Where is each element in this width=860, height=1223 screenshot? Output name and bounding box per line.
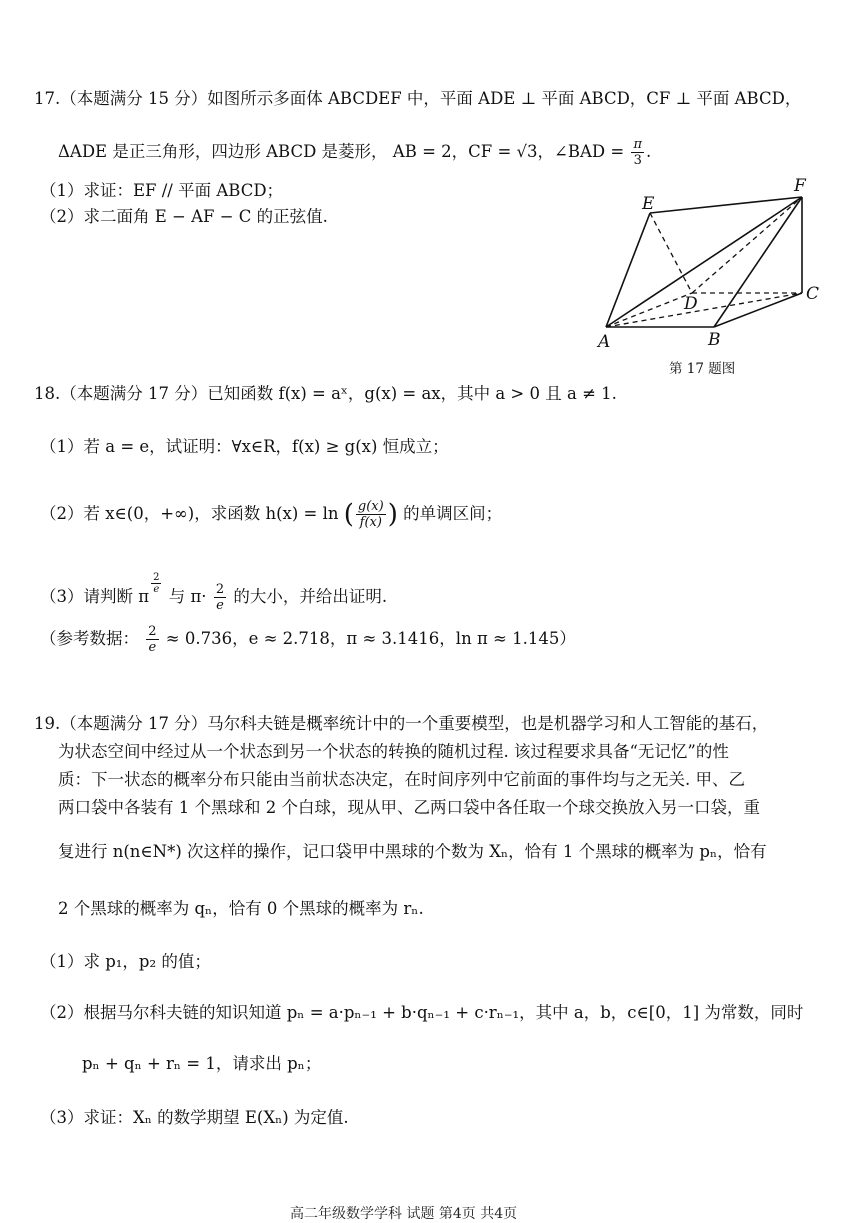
q17-frac-den: 3 — [633, 153, 642, 168]
q18-part2-b: 的单调区间； — [403, 504, 503, 523]
label-A: A — [598, 332, 611, 350]
q17-angle-fraction — [631, 137, 644, 168]
q18-ref-a: （参考数据： — [40, 629, 139, 648]
q18-part1: （1）若 a = e，试证明：∀x∈R，f(x) ≥ g(x) 恒成立； — [40, 437, 449, 456]
edge-AE — [606, 213, 650, 327]
q18-part3-frac-den: e — [216, 598, 224, 613]
q17-part1: （1）求证：EF // 平面 ABCD； — [40, 181, 284, 200]
q17-part2: （2）求二面角 E − AF − C 的正弦值. — [40, 207, 328, 226]
q18-part2-fraction — [356, 499, 386, 530]
q19-line4: 两口袋中各装有 1 个黑球和 2 个白球，现从甲、乙两口袋中各任取一个球交换放入另一口袋，重 — [58, 798, 760, 817]
q18-line1: 18.（本题满分 17 分）已知函数 f(x) = aˣ，g(x) = ax，其中 a > 0 且 a ≠ 1. — [34, 384, 617, 403]
q18-part3-exponent — [151, 572, 161, 595]
q18-part2-den: f(x) — [359, 515, 382, 530]
q17-line2 — [58, 137, 651, 168]
q18-part3-frac-num: 2 — [215, 582, 225, 597]
q18-part3-exp-den: e — [153, 584, 160, 595]
q17-line2-b: AB = 2，CF = √3，∠BAD = — [392, 142, 625, 161]
q18-ref-fraction — [146, 624, 158, 655]
label-E: E — [642, 194, 655, 214]
q18-ref-num: 2 — [148, 624, 157, 639]
q17-line2-a: ΔADE 是正三角形，四边形 ABCD 是菱形， — [58, 142, 388, 161]
q19-line1: 19.（本题满分 17 分）马尔科夫链是概率统计中的一个重要模型，也是机器学习和人工智能的基石， — [34, 714, 769, 733]
q19-line2: 为状态空间中经过从一个状态到另一个状态的转换的随机过程. 该过程要求具备“无记忆”的性 — [58, 742, 729, 761]
q18-part2-a: （2）若 x∈(0，+∞)，求函数 h(x) = ln — [40, 504, 339, 523]
label-C: C — [806, 284, 820, 304]
q18-ref-b: ≈ 0.736，e ≈ 2.718，π ≈ 3.1416，ln π ≈ 1.145） — [165, 629, 576, 648]
q17-line2-end: . — [646, 142, 652, 161]
q18-part3-a: （3）请判断 π — [40, 587, 150, 606]
q18-part3-b: 与 π· — [168, 587, 207, 606]
q17-figure-caption: 第 17 题图 — [669, 361, 736, 377]
q18-part3-c: 的大小，并给出证明. — [233, 587, 388, 606]
q19-line6: 2 个黑球的概率为 qₙ，恰有 0 个黑球的概率为 rₙ. — [58, 899, 424, 918]
q18-ref-den: e — [148, 640, 157, 655]
label-F: F — [794, 176, 806, 196]
q17-polyhedron-figure — [596, 175, 836, 350]
q19-line3: 质：下一状态的概率分布只能由当前状态决定，在时间序列中它前面的事件均与之无关. 甲、乙 — [58, 770, 745, 789]
q19-part2: （2）根据马尔科夫链的知识知道 pₙ = a·pₙ₋₁ + b·qₙ₋₁ + c·rₙ₋₁，其中 a，b，c∈[0，1] 为常数，同时 — [40, 1003, 804, 1022]
q18-part2: （2）若 x∈(0，+∞)，求函数 h(x) = ln ( $\frac{g(x)}{f(x)}$ ) 的单调区间； — [40, 499, 503, 530]
q18-part3-fraction — [214, 582, 226, 613]
edge-ED — [650, 213, 692, 293]
q17-line1: 17.（本题满分 15 分）如图所示多面体 ABCDEF 中，平面 ADE ⊥ 平面 ABCD，CF ⊥ 平面 ABCD， — [34, 89, 802, 108]
edge-EF — [650, 197, 802, 213]
page-footer: 高二年级数学学科 试题 第4页 共4页 — [290, 1206, 518, 1222]
q17-frac-num: π — [633, 137, 643, 152]
edge-AC — [606, 293, 802, 327]
q19-part3: （3）求证：Xₙ 的数学期望 E(Xₙ) 为定值. — [40, 1108, 349, 1127]
q18-part3 — [40, 572, 387, 613]
edge-AF — [606, 197, 802, 327]
q19-line5: 复进行 n(n∈N*) 次这样的操作，记口袋甲中黑球的个数为 Xₙ，恰有 1 个黑球的概率为 pₙ，恰有 — [58, 842, 767, 861]
q18-reference — [40, 624, 576, 655]
label-D: D — [684, 294, 698, 314]
q19-part1: （1）求 p₁，p₂ 的值； — [40, 952, 211, 971]
edge-BC — [714, 293, 802, 327]
q19-part2-cont: pₙ + qₙ + rₙ = 1，请求出 pₙ； — [82, 1054, 322, 1073]
q18-part3-exp-num: 2 — [153, 572, 160, 583]
label-B: B — [708, 330, 721, 350]
q18-part2-num: g(x) — [357, 499, 384, 514]
